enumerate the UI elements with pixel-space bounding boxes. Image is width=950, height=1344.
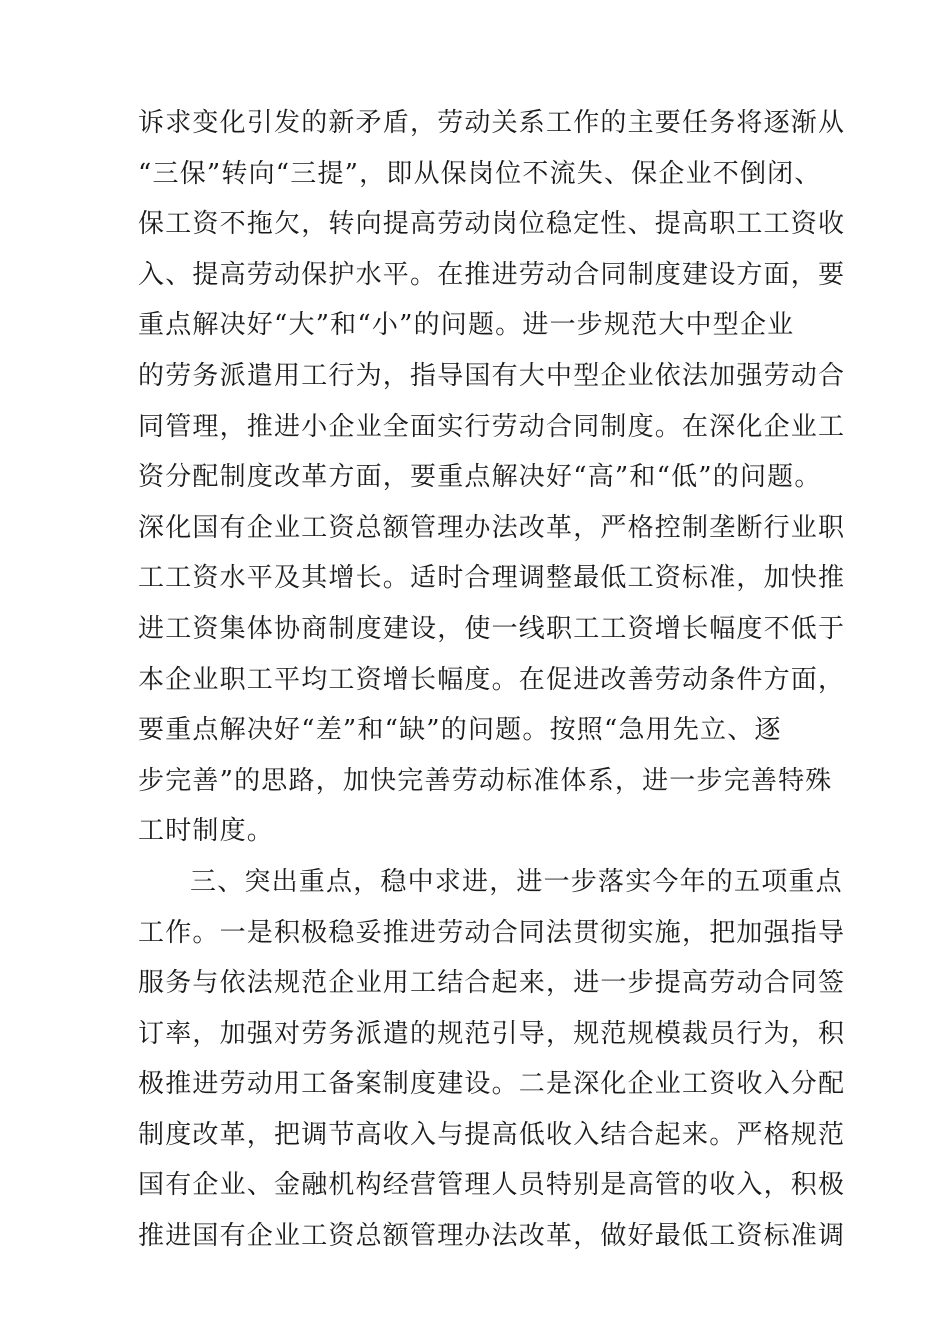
text-line: 步完善”的思路，加快完善劳动标准体系，进一步完善特殊: [138, 765, 833, 796]
text-line: 重点解决好“大”和“小”的问题。进一步规范大中型企业: [138, 310, 795, 341]
text-line: “三保”转向“三提”，即从保岗位不流失、保企业不倒闭、: [138, 158, 822, 189]
text-line: 入、提高劳动保护水平。在推进劳动合同制度建设方面，要: [138, 259, 846, 290]
text-line: 资分配制度改革方面，要重点解决好“高”和“低”的问题。: [138, 462, 822, 493]
text-line: 要重点解决好“差”和“缺”的问题。按照“急用先立、逐: [138, 715, 782, 746]
document-body: [138, 98, 846, 1262]
text-line: 诉求变化引发的新矛盾，劳动关系工作的主要任务将逐渐从: [138, 108, 846, 138]
text-line: 推进国有企业工资总额管理办法改革，做好最低工资标准调: [138, 1221, 846, 1252]
text-line: 同管理，推进小企业全面实行劳动合同制度。在深化企业工: [138, 411, 846, 442]
text-line: 服务与依法规范企业用工结合起来，进一步提高劳动合同签: [138, 968, 846, 999]
text-line: 本企业职工平均工资增长幅度。在促进改善劳动条件方面，: [138, 664, 846, 695]
text-line: 制度改革，把调节高收入与提高低收入结合起来。严格规范: [138, 1119, 846, 1150]
text-line: 工工资水平及其增长。适时合理调整最低工资标准，加快推: [138, 563, 846, 594]
text-line: 极推进劳动用工备案制度建设。二是深化企业工资收入分配: [138, 1069, 846, 1100]
text-line: 工时制度。: [138, 816, 275, 847]
text-line: 国有企业、金融机构经营管理人员特别是高管的收入，积极: [138, 1170, 846, 1201]
text-line: 订率，加强对劳务派遣的规范引导，规范规模裁员行为，积: [138, 1018, 846, 1049]
text-line: 保工资不拖欠，转向提高劳动岗位稳定性、提高职工工资收: [138, 209, 846, 240]
text-line: 工作。一是积极稳妥推进劳动合同法贯彻实施，把加强指导: [138, 917, 846, 948]
text-line: 的劳务派遣用工行为，指导国有大中型企业依法加强劳动合: [138, 360, 846, 391]
text-line: 进工资集体协商制度建设，使一线职工工资增长幅度不低于: [138, 613, 846, 644]
text-line: 深化国有企业工资总额管理办法改革，严格控制垄断行业职: [138, 512, 846, 543]
section-heading-line: 三、突出重点，稳中求进，进一步落实今年的五项重点: [190, 866, 843, 897]
